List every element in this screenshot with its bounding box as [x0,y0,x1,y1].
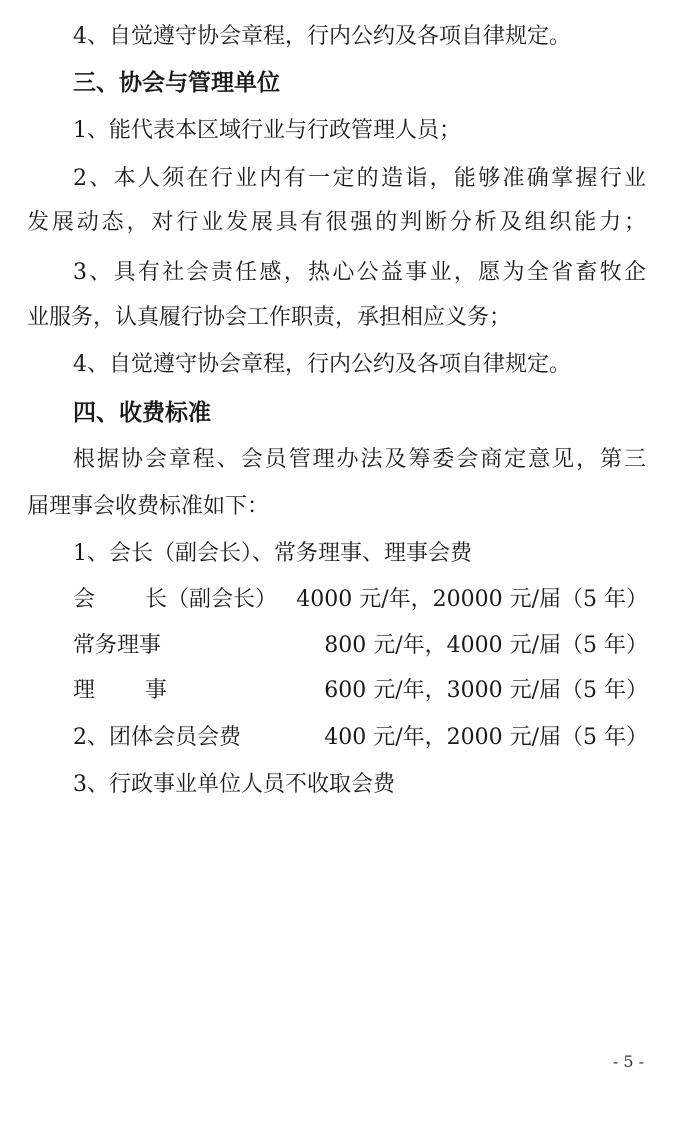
fee-label-part: 事 [145,678,168,703]
paragraph-line: 1、能代表本区域行业与行政管理人员； [73,118,461,143]
fee-row-director [73,677,648,705]
fee-label [73,586,277,614]
fee-label-part: 理 [73,678,96,703]
fee-label: 2、团体会员会费 [73,725,241,750]
fee-row-president [73,586,648,614]
paragraph-line: 业服务，认真履行协会工作职责，承担相应义务； [27,305,512,330]
fee-value: 400 元/年，2000 元/届（5 年） [324,725,648,750]
section-heading-3: 三、协会与管理单位 [73,70,280,96]
paragraph-line: 3、具有社会责任感，热心公益事业，愿为全省畜牧企 [73,260,646,285]
paragraph-line: 4、自觉遵守协会章程，行内公约及各项自律规定。 [73,352,571,377]
paragraph-line: 3、行政事业单位人员不收取会费 [73,772,395,797]
fee-label-part: 长（副会长） [145,587,278,612]
paragraph-line: 2、本人须在行业内有一定的造诣，能够准确掌握行业 [73,166,646,191]
fee-label: 常务理事 [73,633,162,658]
fee-label [73,677,167,705]
fee-value: 600 元/年，3000 元/届（5 年） [324,678,648,703]
fee-row-executive-director [73,632,648,660]
paragraph-line: 根据协会章程、会员管理办法及筹委会商定意见，第三 [73,447,646,472]
paragraph-line: 4、自觉遵守协会章程，行内公约及各项自律规定。 [73,24,571,49]
section-heading-4: 四、收费标准 [73,400,211,426]
paragraph-line: 届理事会收费标准如下： [27,494,270,519]
fee-value: 4000 元/年，20000 元/届（5 年） [296,587,648,612]
fee-row-group-member [73,724,648,752]
fee-value: 800 元/年，4000 元/届（5 年） [324,633,648,658]
paragraph-line: 1、会长（副会长）、常务理事、理事会费 [73,541,472,566]
fee-label-part: 会 [73,587,96,612]
paragraph-line: 发展动态，对行业发展具有很强的判断分析及组织能力； [27,210,646,235]
page-number: - 5 - [612,1052,644,1071]
